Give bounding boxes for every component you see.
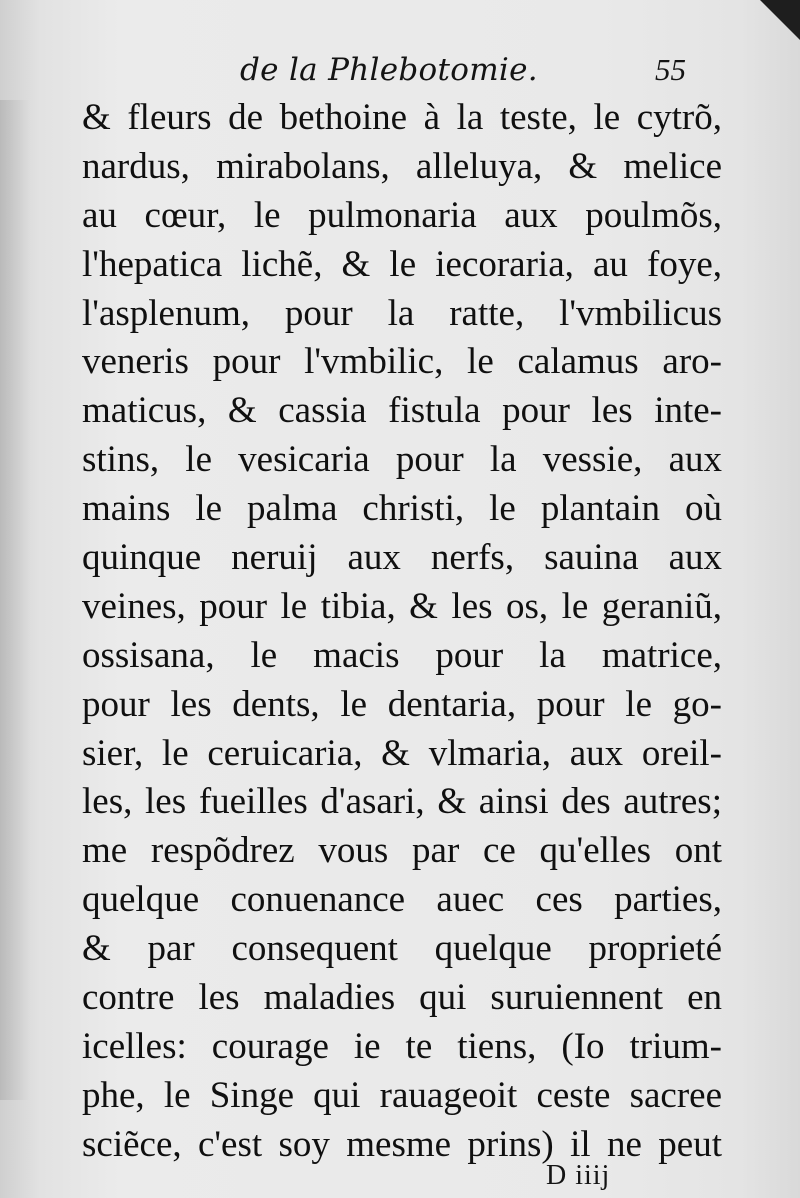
- signature-mark: D iiij: [546, 1160, 611, 1191]
- text-line: au cœur, le pulmonaria aux poulmõs,: [82, 194, 722, 236]
- text-line: veines, pour le tibia, & les os, le geraniũ,: [82, 585, 722, 627]
- page-header: [240, 52, 700, 96]
- running-head: de la Phlebotomie.: [240, 52, 538, 88]
- text-line: les, les fueilles d'asari, & ainsi des autres;: [82, 781, 722, 823]
- text-line: l'hepatica lichẽ, & le iecoraria, au foye,: [82, 243, 722, 285]
- scan-corner: [760, 0, 800, 40]
- text-line: quelque conuenance auec ces parties,: [82, 879, 722, 921]
- text-line: me respõdrez vous par ce qu'elles ont: [82, 830, 722, 872]
- text-line: & fleurs de bethoine à la teste, le cytrõ,: [82, 97, 722, 138]
- gutter-shadow: [0, 100, 30, 1100]
- text-line: sier, le ceruicaria, & vlmaria, aux oreil-: [82, 732, 722, 774]
- text-line: pour les dents, le dentaria, pour le go-: [82, 683, 722, 725]
- page-number: 55: [655, 52, 686, 87]
- text-line: sciẽce, c'est soy mesme prins) il ne peut: [82, 1123, 722, 1165]
- text-line: maticus, & cassia fistula pour les inte-: [82, 390, 722, 432]
- text-line: icelles: courage ie te tiens, (Io trium-: [82, 1025, 722, 1067]
- text-line: stins, le vesicaria pour la vessie, aux: [82, 439, 722, 481]
- text-line: quinque neruij aux nerfs, sauina aux: [82, 537, 722, 579]
- text-line: mains le palma christi, le plantain où: [82, 488, 722, 530]
- body-text: [82, 94, 722, 1170]
- text-line: nardus, mirabolans, alleluya, & melice: [82, 145, 722, 187]
- text-line: contre les maladies qui suruiennent en: [82, 977, 722, 1019]
- text-line: & par consequent quelque proprieté: [82, 928, 722, 970]
- text-line: phe, le Singe qui rauageoit ceste sacree: [82, 1074, 722, 1116]
- text-line: veneris pour l'vmbilic, le calamus aro-: [82, 341, 722, 383]
- text-line: l'asplenum, pour la ratte, l'vmbilicus: [82, 292, 722, 334]
- text-line: ossisana, le macis pour la matrice,: [82, 634, 722, 676]
